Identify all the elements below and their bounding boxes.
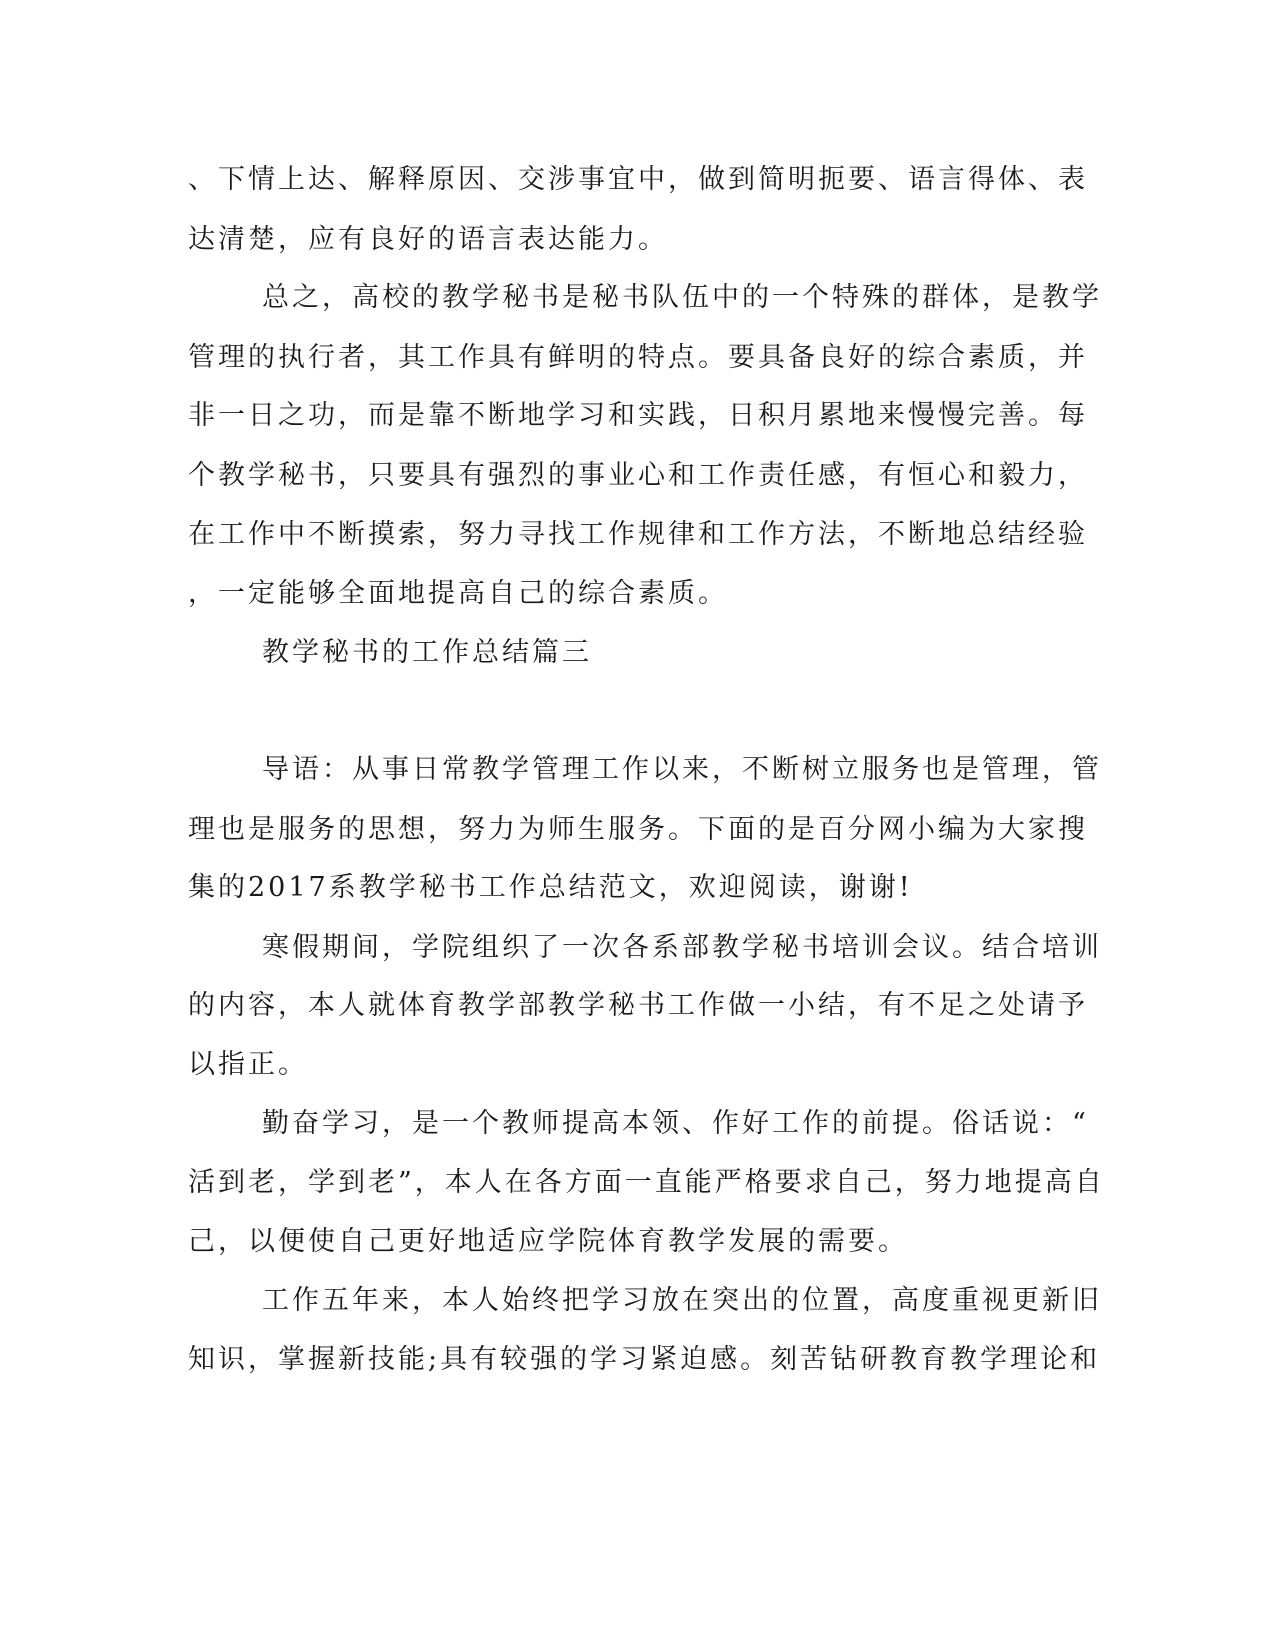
text-line-12: 集的2017系教学秘书工作总结范文，欢迎阅读，谢谢!: [188, 872, 913, 903]
paragraph-intro-start: 导语：从事日常教学管理工作以来，不断树立服务也是管理，管: [262, 754, 1102, 785]
text-line-18: 己，以便使自己更好地适应学院体育教学发展的需要。: [188, 1226, 908, 1257]
text-line-1: 、下情上达、解释原因、交涉事宜中，做到简明扼要、语言得体、表: [188, 164, 1088, 195]
paragraph-five-years-start: 工作五年来，本人始终把学习放在突出的位置，高度重视更新旧: [262, 1285, 1102, 1316]
text-line-7: 在工作中不断摸索，努力寻找工作规律和工作方法，不断地总结经验: [188, 519, 1088, 550]
text-line-4: 管理的执行者，其工作具有鲜明的特点。要具备良好的综合素质，并: [188, 342, 1088, 373]
text-line-17: 活到老，学到老”，本人在各方面一直能严格要求自己，努力地提高自: [188, 1167, 1105, 1198]
text-line-15: 以指正。: [188, 1049, 308, 1080]
text-line-6: 个教学秘书，只要具有强烈的事业心和工作责任感，有恒心和毅力，: [188, 460, 1088, 491]
text-line-20: 知识，掌握新技能;具有较强的学习紧迫感。刻苦钻研教育教学理论和: [188, 1344, 1101, 1375]
text-line-11: 理也是服务的思想，努力为师生服务。下面的是百分网小编为大家搜: [188, 814, 1088, 845]
text-line-5: 非一日之功，而是靠不断地学习和实践，日积月累地来慢慢完善。每: [188, 400, 1088, 431]
text-line-8: ，一定能够全面地提高自己的综合素质。: [188, 578, 728, 609]
paragraph-study-start: 勤奋学习，是一个教师提高本领、作好工作的前提。俗话说：“: [262, 1108, 1089, 1139]
text-line-2: 达清楚，应有良好的语言表达能力。: [188, 224, 668, 255]
text-line-14: 的内容，本人就体育教学部教学秘书工作做一小结，有不足之处请予: [188, 990, 1088, 1021]
paragraph-winter-start: 寒假期间，学院组织了一次各系部教学秘书培训会议。结合培训: [262, 932, 1102, 963]
paragraph-summary-start: 总之，高校的教学秘书是秘书队伍中的一个特殊的群体，是教学: [262, 282, 1102, 313]
section-heading: 教学秘书的工作总结篇三: [262, 637, 592, 668]
